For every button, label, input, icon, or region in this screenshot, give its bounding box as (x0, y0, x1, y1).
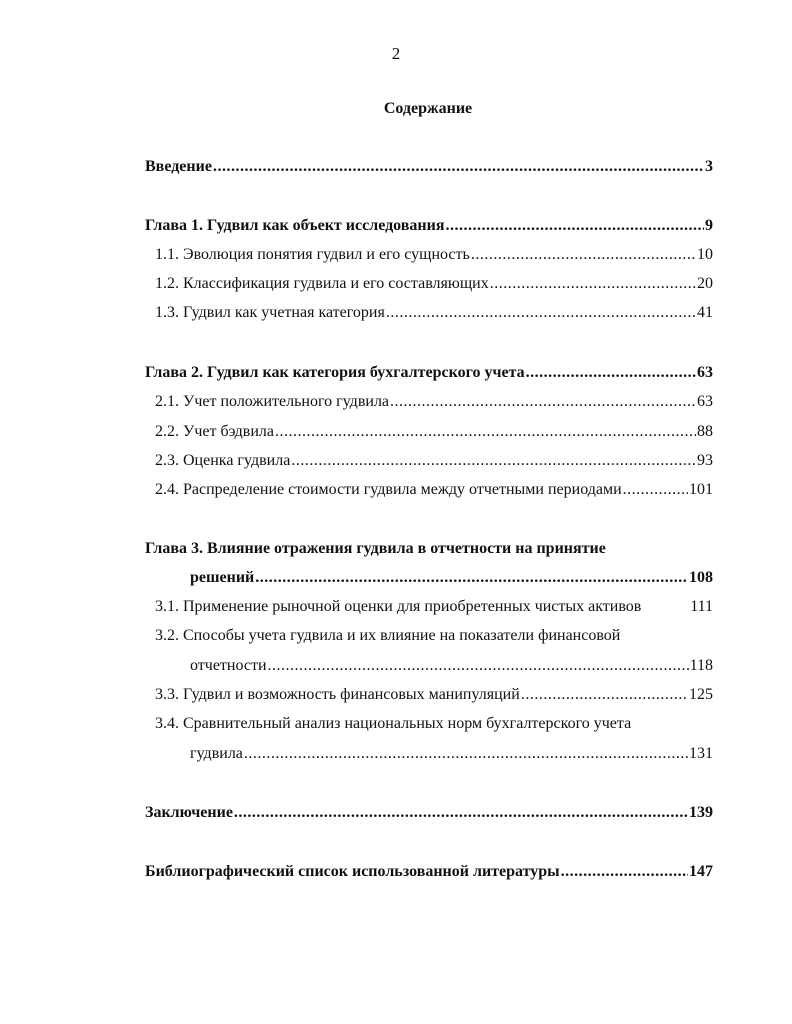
toc-entry-page: 111 (690, 598, 713, 615)
toc-entry (145, 217, 713, 237)
toc-entry (145, 804, 713, 824)
toc-dot-leader (471, 246, 696, 264)
toc-entry (155, 598, 713, 618)
toc-entry-page: 108 (689, 569, 713, 586)
toc-entry-label: отчетности (190, 657, 267, 674)
toc-dot-leader (268, 657, 689, 675)
toc-entry-page: 63 (697, 364, 713, 381)
page-number: 2 (391, 44, 401, 63)
toc-entry (145, 863, 713, 883)
toc-entry (155, 423, 713, 443)
toc-entry-label: Заключение (145, 804, 233, 821)
toc-entry (155, 715, 713, 735)
toc-entry-page: 147 (689, 863, 713, 880)
toc-entry (190, 569, 713, 589)
toc-dot-leader (446, 217, 704, 235)
toc-entry-label: 2.1. Учет положительного гудвила (155, 393, 390, 410)
toc-entry-label: 3.4. Сравнительный анализ национальных норм бухгалтерского учета (155, 715, 632, 732)
toc-entry-page: 3 (705, 158, 713, 175)
toc-dot-leader (521, 686, 688, 704)
toc-entry (155, 304, 713, 324)
toc-entry-label: 1.2. Классификация гудвила и его составляющих (155, 275, 489, 292)
toc-entry-page: 131 (689, 745, 713, 762)
toc-entry-label: 1.1. Эволюция понятия гудвил и его сущность (155, 246, 470, 263)
toc-entry-label: 2.3. Оценка гудвила (155, 452, 291, 469)
toc-dot-leader (386, 304, 696, 322)
toc-entry (190, 745, 713, 765)
toc-entry (155, 481, 713, 501)
toc-entry (155, 246, 713, 266)
toc-entry (155, 275, 713, 295)
toc-entry-page: 20 (697, 275, 713, 292)
toc-entry-page: 101 (689, 481, 713, 498)
toc-dot-leader (244, 745, 688, 763)
toc-entry-page: 88 (697, 423, 713, 440)
toc-dot-leader (561, 863, 688, 881)
toc-entry-label: Глава 1. Гудвил как объект исследования (145, 217, 445, 234)
toc-entry-label: 3.1. Применение рыночной оценки для приобретенных чистых активов (155, 598, 642, 615)
toc-entry (155, 627, 713, 647)
toc-entry-page: 125 (689, 686, 713, 703)
toc-entry-label: 2.2. Учет бэдвила (155, 423, 274, 440)
toc-entry-label: Библиографический список использованной литературы (145, 863, 560, 880)
toc-dot-leader (291, 452, 696, 470)
toc-entry-page: 63 (697, 393, 713, 410)
toc-entry-label: Глава 3. Влияние отражения гудвила в отчетности на принятие (145, 540, 606, 557)
toc-entry-label: Введение (145, 158, 212, 175)
toc-entry (155, 393, 713, 413)
toc-entry-page: 118 (689, 657, 713, 674)
toc-entry-label: 2.4. Распределение стоимости гудвила между отчетными периодами (155, 481, 622, 498)
toc-entry-label: 3.3. Гудвил и возможность финансовых манипуляций (155, 686, 520, 703)
toc-entry (190, 657, 713, 677)
toc-entry-label: 1.3. Гудвил как учетная категория (155, 304, 385, 321)
toc-entry-page: 93 (697, 452, 713, 469)
toc-entry (145, 158, 713, 178)
toc-dot-leader (526, 364, 696, 382)
toc-entry-page: 9 (705, 217, 713, 234)
toc-entry-page: 10 (697, 246, 713, 263)
toc-dot-leader (623, 481, 688, 499)
toc-entry-page: 139 (689, 804, 713, 821)
toc-dot-leader (490, 275, 696, 293)
toc-entry (155, 686, 713, 706)
toc-dot-leader (390, 393, 696, 411)
toc-entry-label: гудвила (190, 745, 243, 762)
toc-dot-leader (275, 423, 696, 441)
toc-dot-leader (234, 804, 688, 822)
toc-title: Содержание (383, 100, 473, 117)
toc-entry (155, 452, 713, 472)
toc-dot-leader (255, 569, 688, 587)
toc-entry-label: Глава 2. Гудвил как категория бухгалтерского учета (145, 364, 525, 381)
toc-entry-page: 41 (697, 304, 713, 321)
toc-entry-label: решений (190, 569, 255, 586)
toc-entry-label: 3.2. Способы учета гудвила и их влияние на показатели финансовой (155, 627, 621, 644)
toc-entry (145, 540, 713, 560)
toc-dot-leader (213, 158, 704, 176)
toc-entry (145, 364, 713, 384)
